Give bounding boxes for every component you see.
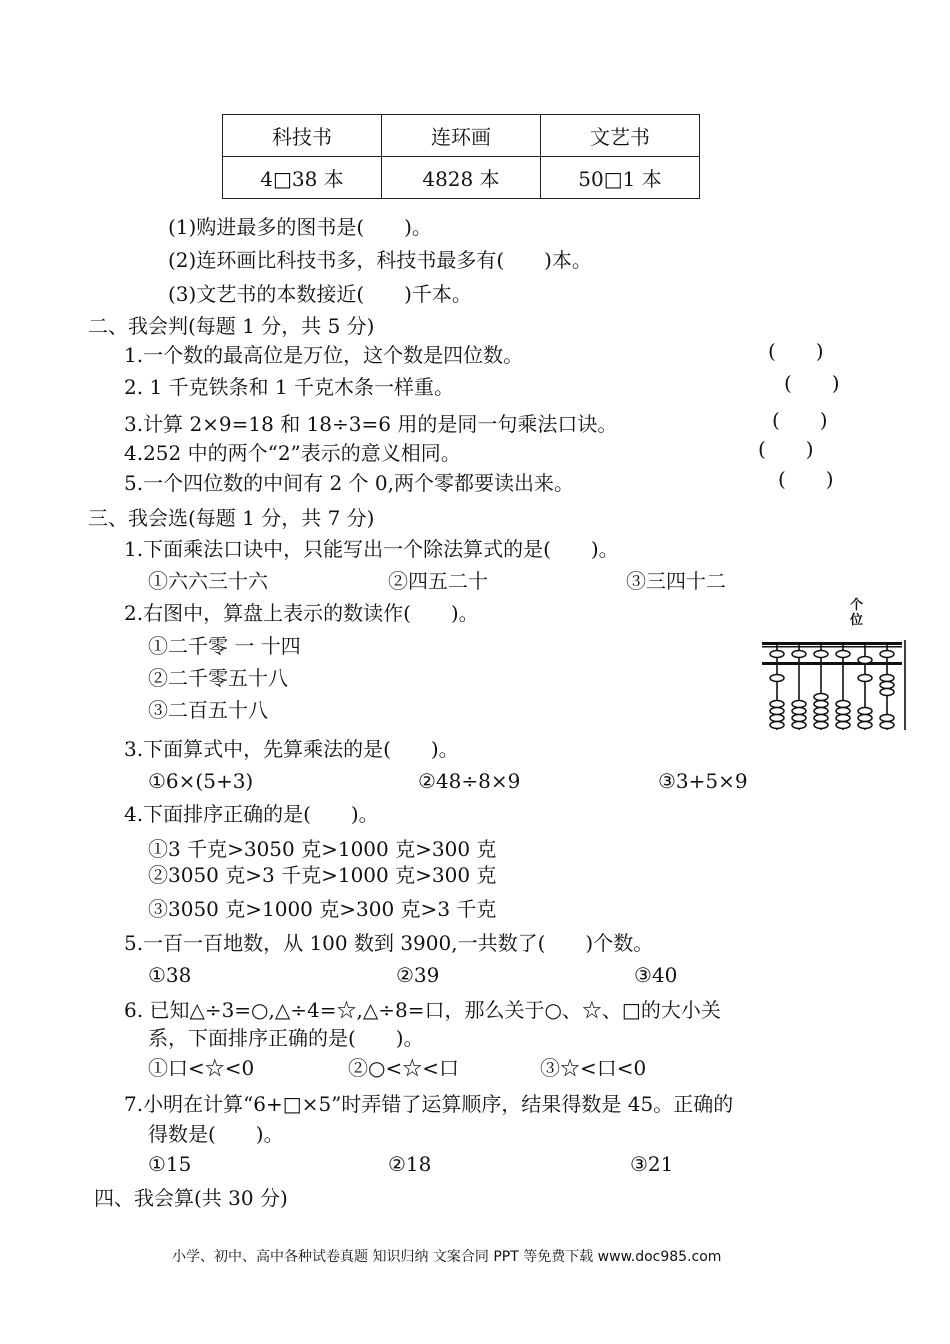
abacus-figure (760, 630, 910, 736)
judge-item-4: 4.252 中的两个“2”表示的意义相同。 (124, 441, 461, 465)
section-2-title: 二、我会判(每题 1 分，共 5 分) (88, 314, 375, 338)
choice-q4-option-2: ②3050 克>3 千克>1000 克>300 克 (148, 863, 497, 887)
choice-q4-option-1: ①3 千克>3050 克>1000 克>300 克 (148, 837, 497, 861)
choice-q1-option-1: ①六六三十六 (148, 569, 268, 593)
question-1-2: (2)连环画比科技书多，科技书最多有( )本。 (168, 248, 592, 272)
judge-paren-3: ( ) (772, 408, 828, 432)
choice-q3-option-1: ①6×(5+3) (148, 769, 254, 793)
judge-item-5: 5.一个四位数的中间有 2 个 0,两个零都要读出来。 (124, 471, 574, 495)
table-header-cell: 文艺书 (541, 115, 700, 157)
judge-item-1: 1.一个数的最高位是万位，这个数是四位数。 (124, 343, 524, 367)
judge-paren-1: ( ) (768, 339, 824, 363)
question-1-3: (3)文艺书的本数接近( )千本。 (168, 282, 472, 306)
choice-q3-option-2: ②48÷8×9 (418, 769, 521, 793)
choice-q6-stem-line1: 6. 已知△÷3=○,△÷4=☆,△÷8=口，那么关于○、☆、□的大小关 (124, 998, 721, 1022)
choice-q6-option-3: ③☆<口<0 (540, 1056, 647, 1080)
section-3-title: 三、我会选(每题 1 分，共 7 分) (88, 506, 375, 530)
table-header-row (223, 115, 700, 157)
choice-q7-stem-line2: 得数是( )。 (148, 1122, 284, 1146)
table-cell: 4828 本 (382, 157, 541, 199)
choice-q7-stem-line1: 7.小明在计算“6+□×5”时弄错了运算顺序，结果得数是 45。正确的 (124, 1092, 734, 1116)
choice-q1-option-3: ③三四十二 (626, 569, 726, 593)
table-cell: 50□1 本 (541, 157, 700, 199)
judge-paren-5: ( ) (778, 467, 834, 491)
question-1-1: (1)购进最多的图书是( )。 (168, 215, 432, 239)
choice-q1-option-2: ②四五二十 (388, 569, 488, 593)
judge-paren-2: ( ) (784, 371, 840, 395)
choice-q7-option-2: ②18 (388, 1152, 432, 1176)
choice-q3-stem: 3.下面算式中，先算乘法的是( )。 (124, 737, 459, 761)
choice-q1-stem: 1.下面乘法口诀中，只能写出一个除法算式的是( )。 (124, 537, 619, 561)
choice-q7-option-3: ③21 (630, 1152, 674, 1176)
choice-q2-option-1: ①二千零 一 十四 (148, 634, 301, 658)
choice-q2-stem: 2.右图中，算盘上表示的数读作( )。 (124, 601, 479, 625)
choice-q6-option-2: ②○<☆<口 (348, 1056, 459, 1080)
choice-q6-stem-line2: 系，下面排序正确的是( )。 (148, 1026, 424, 1050)
abacus-label-ge: 个 (850, 598, 864, 613)
section-4-title: 四、我会算(共 30 分) (94, 1186, 288, 1210)
choice-q2-option-2: ②二千零五十八 (148, 666, 288, 690)
choice-q5-option-2: ②39 (396, 963, 440, 987)
judge-item-2: 2. 1 千克铁条和 1 千克木条一样重。 (124, 375, 454, 399)
table-header-cell: 科技书 (223, 115, 382, 157)
book-table (222, 114, 700, 199)
choice-q6-option-1: ①口<☆<0 (148, 1056, 255, 1080)
choice-q7-option-1: ①15 (148, 1152, 192, 1176)
judge-item-3: 3.计算 2×9=18 和 18÷3=6 用的是同一句乘法口诀。 (124, 412, 618, 436)
choice-q5-stem: 5.一百一百地数，从 100 数到 3900,一共数了( )个数。 (124, 931, 654, 955)
choice-q4-option-3: ③3050 克>1000 克>300 克>3 千克 (148, 897, 497, 921)
table-header-cell: 连环画 (382, 115, 541, 157)
choice-q3-option-3: ③3+5×9 (658, 769, 748, 793)
choice-q5-option-3: ③40 (634, 963, 678, 987)
footer-text: 小学、初中、高中各种试卷真题 知识归纳 文案合同 PPT 等免费下载 www.doc985.com (172, 1249, 722, 1265)
table-cell: 4□38 本 (223, 157, 382, 199)
judge-paren-4: ( ) (758, 437, 814, 461)
table-row (223, 157, 700, 199)
choice-q5-option-1: ①38 (148, 963, 192, 987)
choice-q2-option-3: ③二百五十八 (148, 698, 268, 722)
abacus-label-wei: 位 (850, 613, 864, 628)
choice-q4-stem: 4.下面排序正确的是( )。 (124, 802, 379, 826)
